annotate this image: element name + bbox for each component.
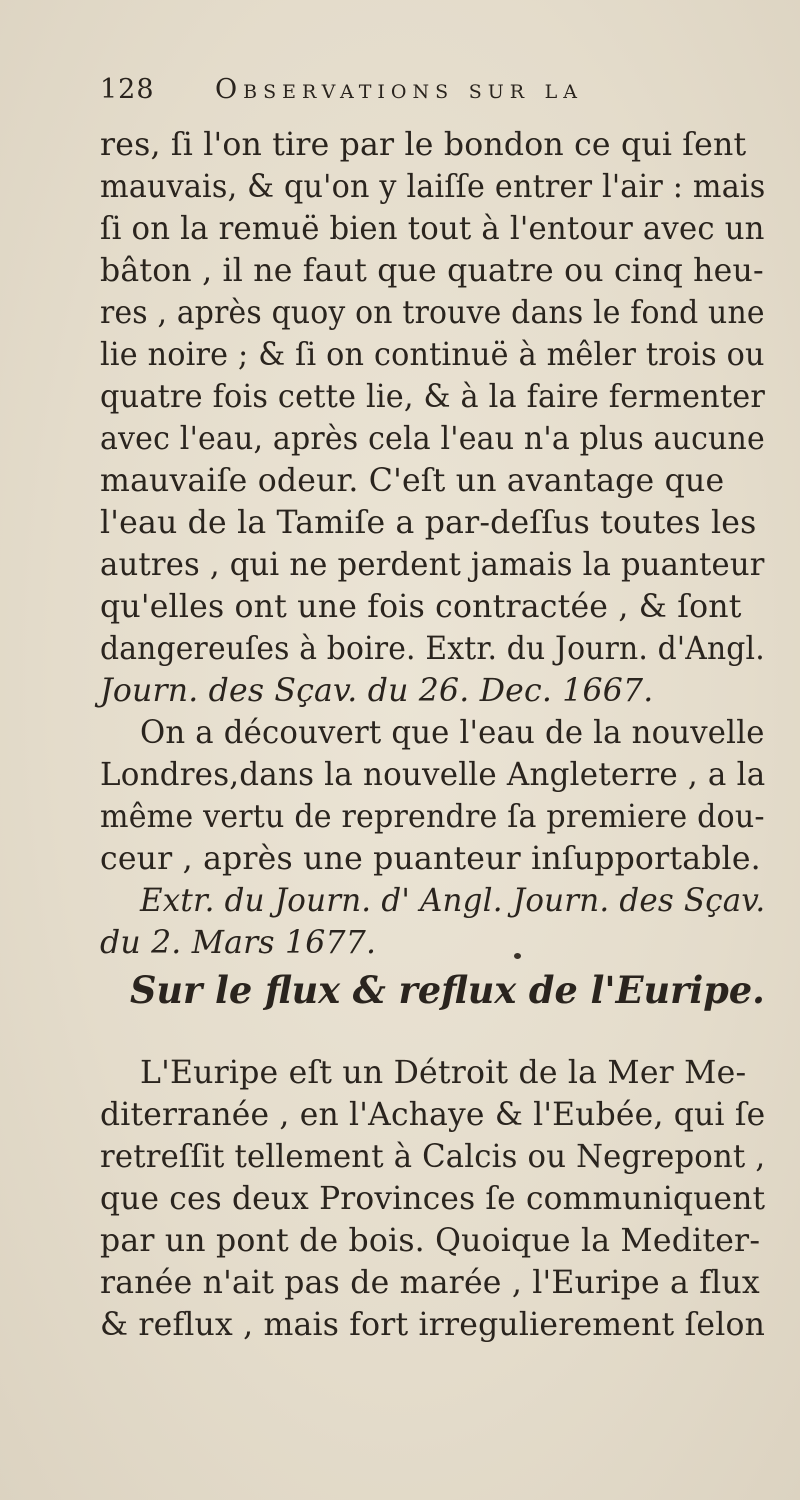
text-line: res , après quoy on trouve dans le fond une [100,295,765,331]
text-line: lie noire ; & ſi on continuë à mêler trois ou [100,337,765,373]
text-line: mauvais, & qu'on y laiſſe entrer l'air : mais [100,169,766,205]
citation-line: du 2. Mars 1677. [100,925,377,961]
text-line: avec l'eau, après cela l'eau n'a plus aucune [100,421,765,457]
text-line: que ces deux Provinces ſe communiquent [100,1181,766,1217]
text-line: & reflux , mais fort irregulierement ſelon [100,1307,766,1343]
text-line: qu'elles ont une fois contractée , & ſont [100,589,742,625]
citation-line: Extr. du Journ. d' Angl. Journ. des Sçav. [140,883,766,919]
text-line: quatre fois cette lie, & à la faire fermenter [100,379,766,415]
running-title: Observations sur la [215,74,583,105]
text-line: l'eau de la Tamiſe a par-deſſus toutes les [100,505,757,541]
text-line: bâton , il ne faut que quatre ou cinq heu- [100,253,764,289]
citation-line: Journ. des Sçav. du 26. Dec. 1667. [100,673,654,709]
paragraph-first-line: L'Euripe eſt un Détroit de la Mer Me- [140,1055,747,1091]
text-line: diterranée , en l'Achaye & l'Eubée, qui ſe [100,1097,766,1133]
text-line: par un pont de bois. Quoique la Mediter- [100,1223,761,1259]
text-line: retreſſit tellement à Calcis ou Negrepont , [100,1139,766,1175]
paragraph-first-line: On a découvert que l'eau de la nouvelle [140,715,765,751]
text-line: autres , qui ne perdent jamais la puanteur [100,547,765,583]
running-head [100,74,720,124]
text-line: ſi on la remuë bien tout à l'entour avec un [100,211,765,247]
text-line: ranée n'ait pas de marée , l'Euripe a flux [100,1265,760,1301]
text-line: ceur , après une puanteur inſupportable. [100,841,761,877]
text-line: res, ſi l'on tire par le bondon ce qui ſent [100,127,747,163]
ink-speck [514,953,521,959]
text-line: Londres,dans la nouvelle Angleterre , a la [100,757,766,793]
text-line: mauvaiſe odeur. C'eſt un avantage que [100,463,725,499]
page-number: 128 [100,74,155,105]
text-line: même vertu de reprendre ſa premiere dou- [100,799,765,835]
section-heading: Sur le flux & reflux de l'Euripe. [130,968,765,1012]
text-line: dangereuſes à boire. Extr. du Journ. d'Angl. [100,631,765,667]
